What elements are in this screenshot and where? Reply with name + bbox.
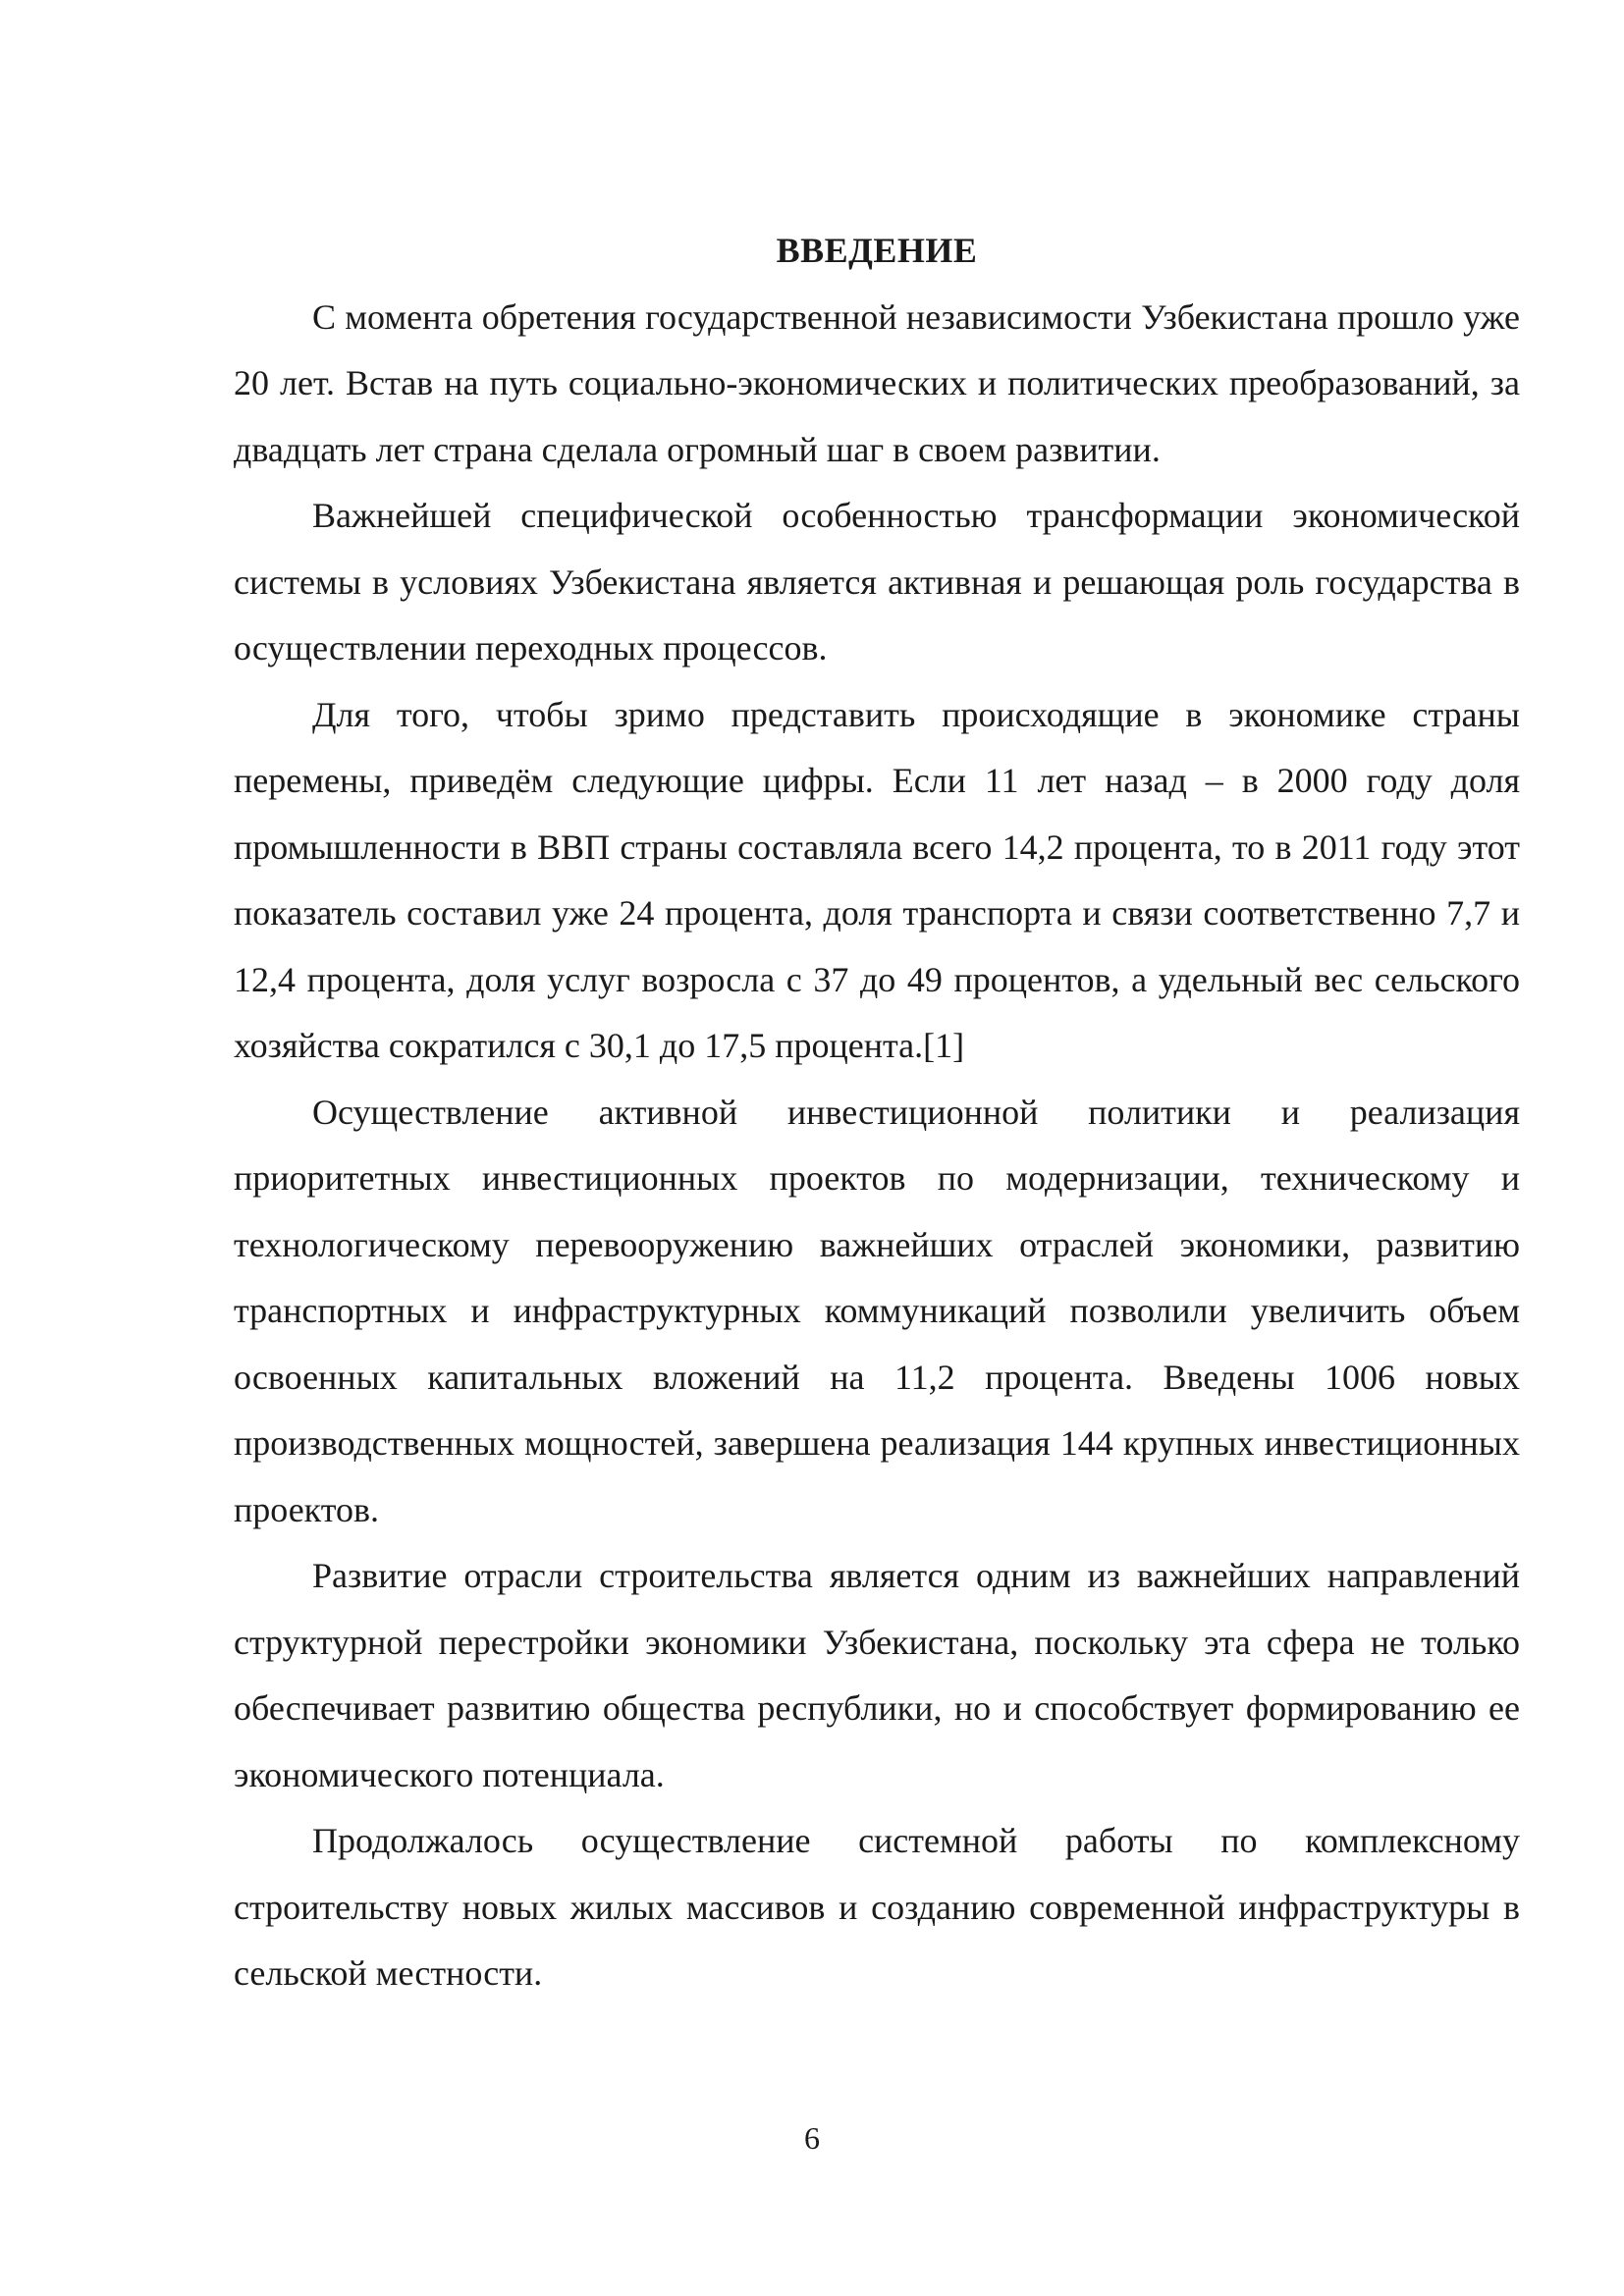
page-number: 6: [804, 2120, 820, 2156]
paragraph-4: Осуществление активной инвестиционной политики и реализация приоритетных инвестиционных проектов по модернизации, техническому и технологическому перевооружению важнейших отраслей экономики, развитию транспортных и инфраструктурных коммуникаций позволили увеличить объем освоенных капитальных вложений на 11,2 процента. Введены 1006 новых производственных мощностей, завершена реализация 144 крупных инвестиционных проектов.: [234, 1092, 1520, 1529]
paragraph-3: Для того, чтобы зримо представить происходящие в экономике страны перемены, приведём следующие цифры. Если 11 лет назад – в 2000 году доля промышленности в ВВП страны составляла всего 14,2 процента, то в 2011 году этот показатель составил уже 24 процента, доля транспорта и связи соответственно 7,7 и 12,4 процента, доля услуг возросла с 37 до 49 процентов, а удельный вес сельского хозяйства сократился с 30,1 до 17,5 процента.[1]: [234, 694, 1520, 1065]
paragraph-6: Продолжалось осуществление системной работы по комплексному строительству новых жилых массивов и созданию современной инфраструктуры в сельской местности.: [234, 1821, 1520, 1993]
paragraph-2: Важнейшей специфической особенностью трансформации экономической системы в условиях Узбекистана является активная и решающая роль государства в осуществлении переходных процессов.: [234, 496, 1520, 667]
page-content: [234, 218, 1520, 2007]
paragraph-1: С момента обретения государственной независимости Узбекистана прошло уже 20 лет. Встав на путь социально-экономических и политических преобразований, за двадцать лет страна сделала огромный шаг в своем развитии.: [234, 296, 1520, 469]
paragraph-5: Развитие отрасли строительства является одним из важнейших направлений структурной перестройки экономики Узбекистана, поскольку эта сфера не только обеспечивает развитию общества республики, но и способствует формированию ее экономического потенциала.: [234, 1556, 1520, 1794]
section-heading: ВВЕДЕНИЕ: [776, 231, 978, 270]
